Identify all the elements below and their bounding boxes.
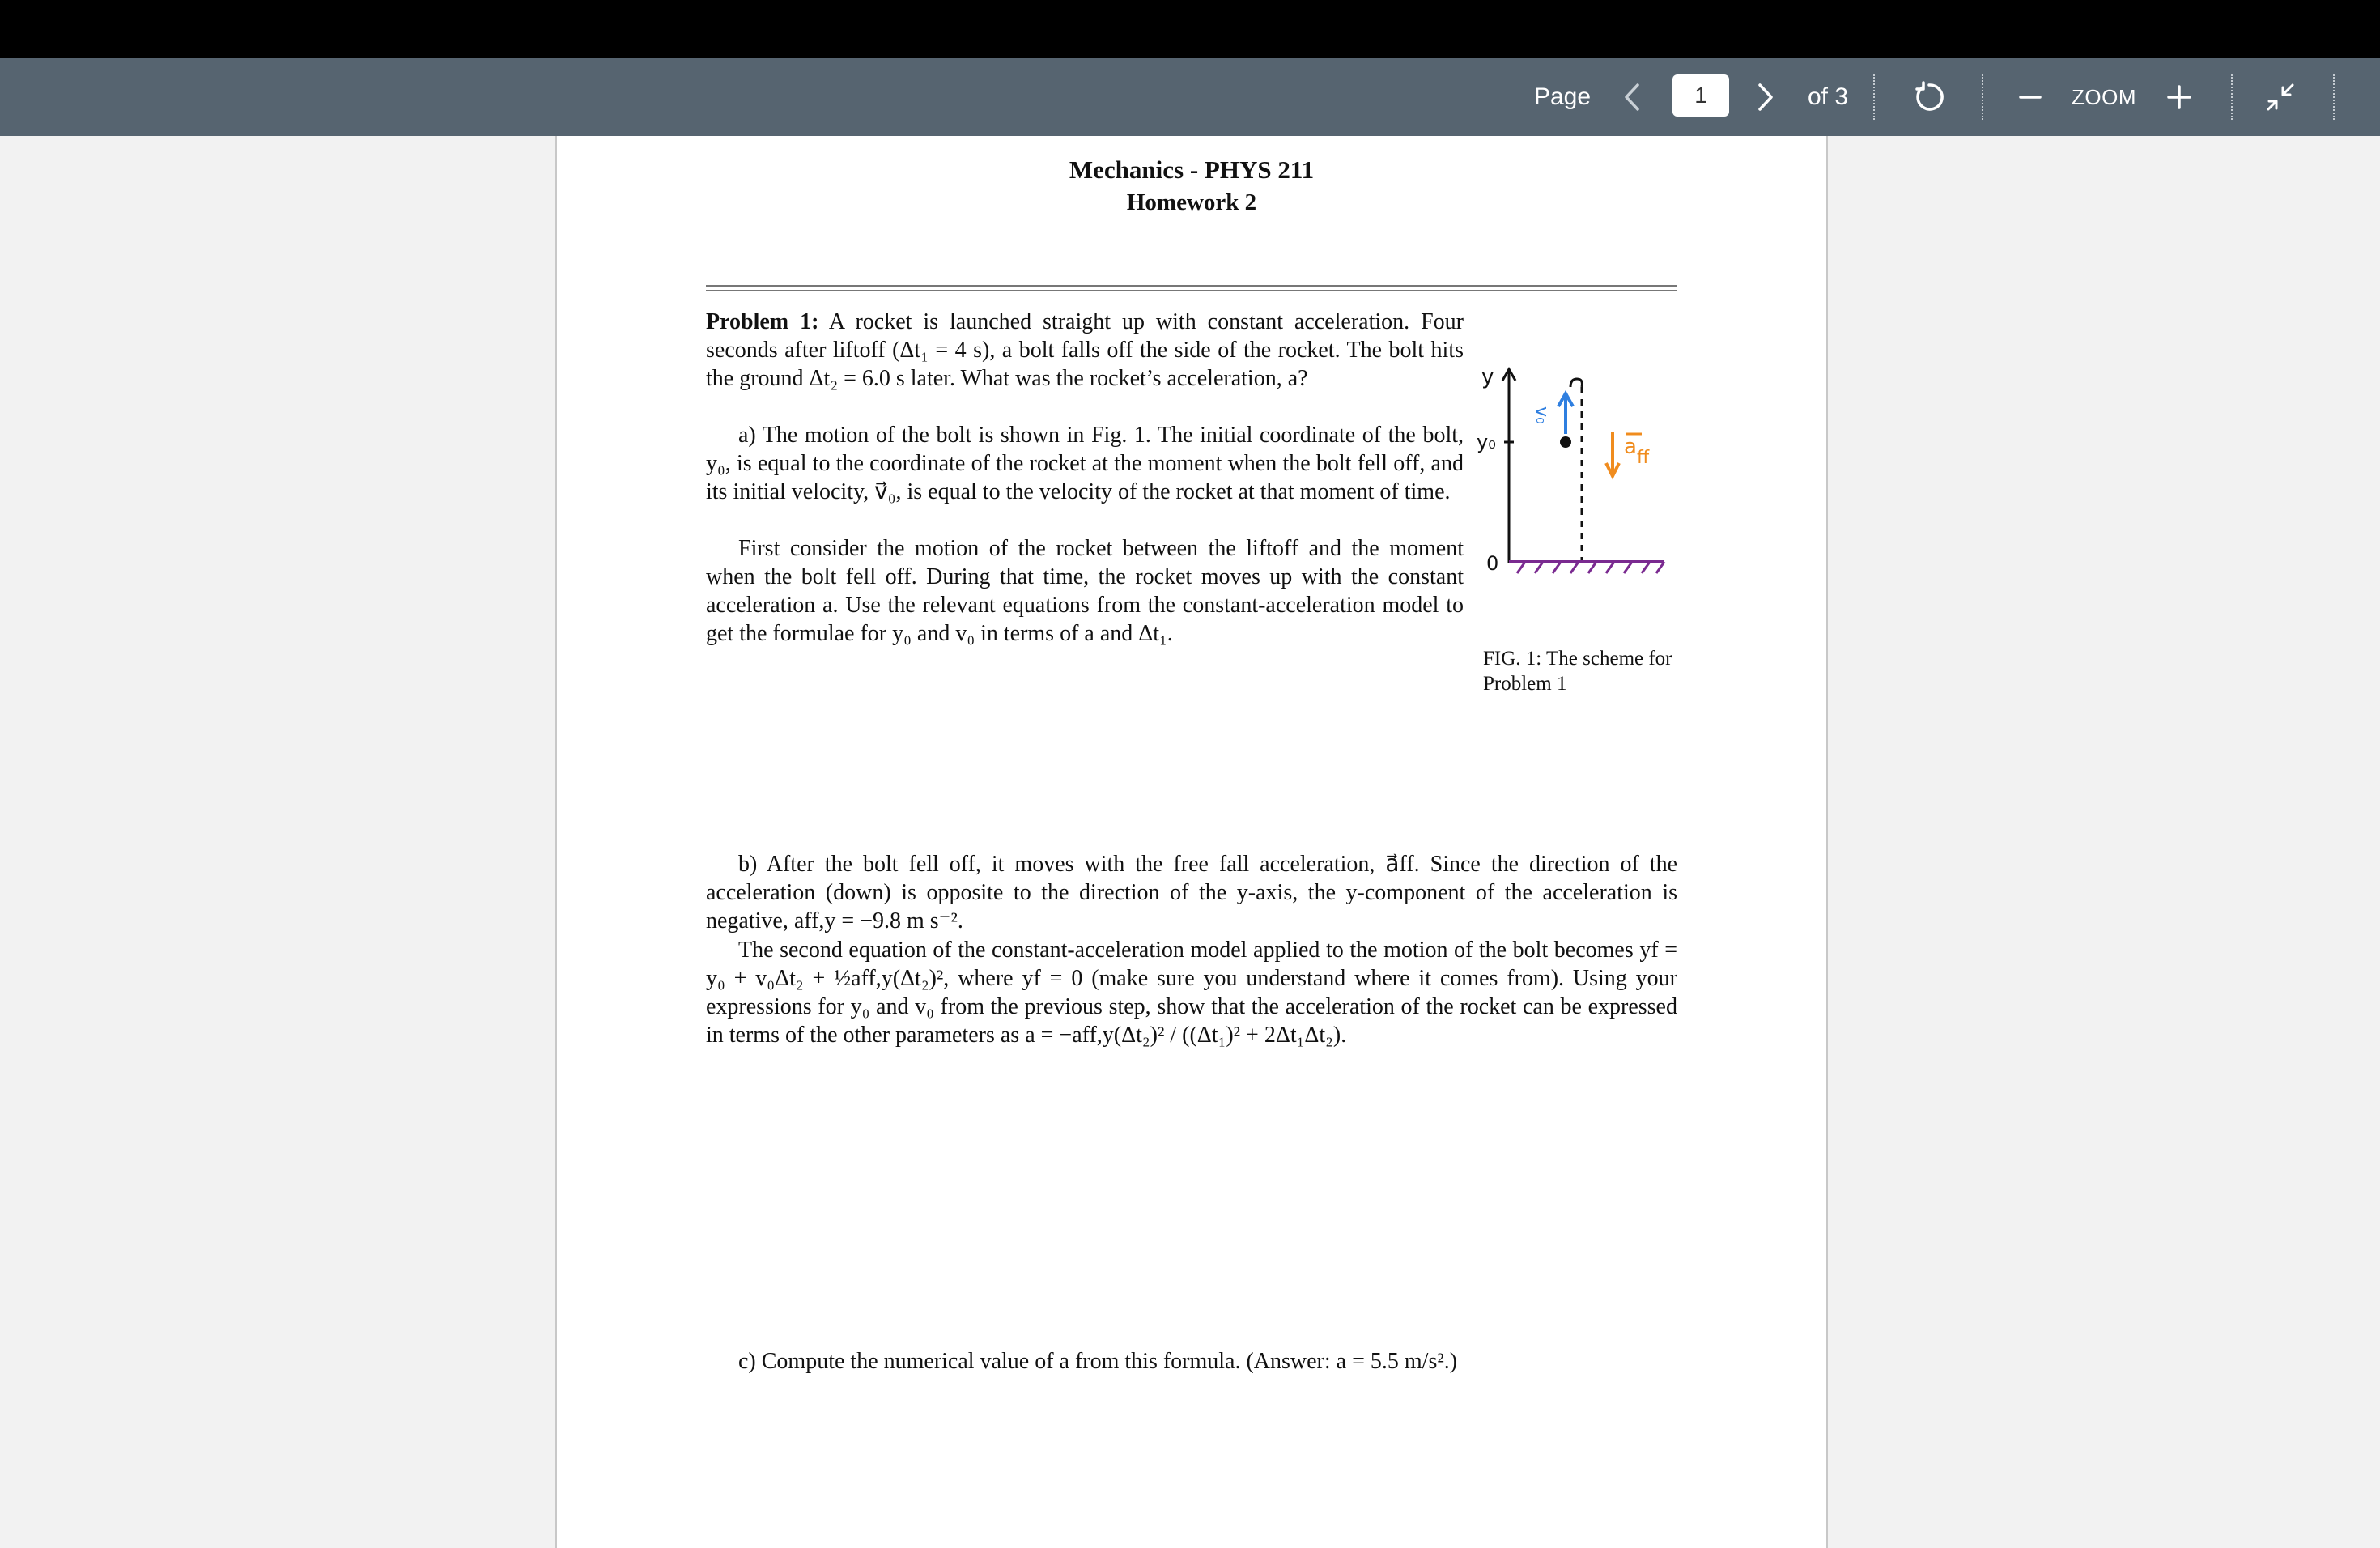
- label-zero: 0: [1486, 552, 1499, 575]
- part-c-paragraph: c) Compute the numerical value of a from this formula. (Answer: a = 5.5 m/s².): [738, 1349, 1458, 1374]
- bolt-dot: [1560, 436, 1571, 448]
- chevron-right-icon: [1757, 83, 1774, 112]
- document-page: [555, 136, 1828, 1548]
- figure-caption: FIG. 1: The scheme for Problem 1: [1483, 648, 1672, 695]
- zoom-out-button[interactable]: [2012, 58, 2048, 136]
- toolbar-divider: [2333, 74, 2335, 120]
- document-subtitle: Homework 2: [1126, 189, 1257, 215]
- page-count-label: of 3: [1807, 83, 1849, 110]
- part-b-paragraph-2: The second equation of the constant-acceleration model applied to the motion of the bolt becomes yf = y₀ + v₀Δt₂ + ½aff,y(Δt₂)², where yf = 0 (make sure you understand where it comes from). Using your expressions for y₀ and v₀ from the previous step, show that the acceleration of the rocket can be expressed in terms of the other parameters as a = −aff,y(Δt₂)² / ((Δt₁)² + 2Δt₁Δt₂).: [706, 938, 1677, 1048]
- label-y: y: [1481, 365, 1494, 389]
- page-number-input[interactable]: [1672, 74, 1729, 117]
- label-y0: y₀: [1477, 431, 1496, 453]
- rotate-button[interactable]: [1909, 58, 1949, 136]
- title-divider: [706, 285, 1677, 291]
- rotate-icon: [1912, 80, 1946, 114]
- problem-intro: [706, 308, 1464, 393]
- part-b-paragraph-1: b) After the bolt fell off, it moves with the free fall acceleration, a⃗ff. Since the direction of the acceleration (down) is opposite to the direction of the y-axis, the y-component of the acceleration is negative, aff,y = −9.8 m s⁻².: [706, 852, 1677, 933]
- label-v0: v₀: [1532, 406, 1552, 424]
- top-black-bar: [0, 0, 2380, 58]
- label-ff: ff: [1637, 448, 1650, 468]
- plus-icon: [2166, 84, 2192, 110]
- zoom-label: ZOOM: [2072, 84, 2136, 109]
- toolbar-divider: [2231, 74, 2233, 120]
- collapse-icon: [2265, 82, 2296, 113]
- chevron-left-icon: [1623, 83, 1641, 112]
- toolbar-divider: [1982, 74, 1983, 120]
- fit-to-page-button[interactable]: [2260, 58, 2301, 136]
- figure-scheme: [1477, 355, 1671, 598]
- ground-hatching: [1517, 562, 1664, 573]
- minus-icon: [2018, 85, 2042, 109]
- part-a-paragraph-1: a) The motion of the bolt is shown in Fig. 1. The initial coordinate of the bolt, y₀, is equal to the coordinate of the rocket at the moment when the bolt fell off, and its initial velocity, v⃗₀, is equal to the velocity of the rocket at that moment of time.: [706, 423, 1464, 504]
- document-title: Mechanics - PHYS 211: [1069, 155, 1315, 184]
- label-aff: a: [1624, 435, 1637, 459]
- zoom-in-button[interactable]: [2161, 58, 2197, 136]
- page-label: Page: [1533, 83, 1592, 110]
- toolbar-divider: [1873, 74, 1875, 120]
- problem-heading: Problem 1:: [706, 309, 819, 334]
- part-a-paragraph-2: First consider the motion of the rocket between the liftoff and the moment when the bolt fell off. During that time, the rocket moves up with the constant acceleration a. Use the relevant equations from the constant-acceleration model to get the formulae for y₀ and v₀ in terms of a and Δt₁.: [706, 536, 1464, 646]
- problem-intro-text: A rocket is launched straight up with constant acceleration. Four seconds after liftoff (Δt₁ = 4 s), a bolt falls off the side of the rocket. The bolt hits the ground Δt₂ = 6.0 s later. What was the rocket’s acceleration, a?: [706, 309, 1464, 391]
- pdf-toolbar: [0, 58, 2380, 136]
- previous-page-button[interactable]: [1615, 58, 1649, 136]
- next-page-button[interactable]: [1749, 58, 1783, 136]
- trajectory-top: [1570, 379, 1582, 387]
